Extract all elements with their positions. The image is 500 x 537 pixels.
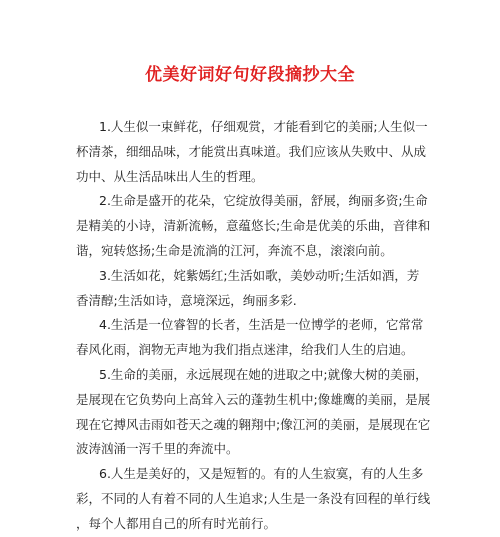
paragraph-line: 5.生命的美丽，永远展现在她的进取之中;就像大树的美丽， — [99, 366, 428, 382]
paragraph-5 — [76, 363, 431, 462]
paragraph-line: 现在它搏风击雨如苍天之魂的翱翔中;像江河的美丽，是展现在它 — [76, 416, 431, 432]
paragraph-line: 杯清茶，细细品味，才能赏出真味道。我们应该从失败中、从成 — [76, 143, 427, 159]
paragraph-line: 4.生活是一位睿智的长者，生活是一位博学的老师，它常常 — [99, 317, 424, 333]
paragraph-line: 是精美的小诗，清新流畅，意蕴悠长;生命是优美的乐曲，音律和 — [76, 218, 431, 234]
paragraph-line: 谐，宛转悠扬;生命是流淌的江河，奔流不息，滚滚向前。 — [76, 242, 393, 258]
paragraph-line: 香清醇;生活如诗，意境深远，绚丽多彩. — [76, 292, 297, 308]
paragraph-1 — [76, 115, 426, 189]
page-title: 优美好词好句好段摘抄大全 — [145, 65, 355, 85]
paragraph-line: 波涛汹涌一泻千里的奔流中。 — [76, 441, 239, 457]
paragraph-line: 彩，不同的人有着不同的人生追求;人生是一条没有回程的单行线 — [76, 490, 431, 506]
paragraph-line: 3.生活如花，姹紫嫣红;生活如歌，美妙动听;生活如酒，芳 — [99, 267, 420, 283]
paragraph-line: 1.人生似一束鲜花，仔细观赏，才能看到它的美丽;人生似一 — [99, 119, 428, 134]
paragraph-line: 春风化雨，润物无声地为我们指点迷津，给我们人生的启迪。 — [76, 342, 414, 358]
paragraph-line: 2.生命是盛开的花朵，它绽放得美丽，舒展，绚丽多资;生命 — [99, 193, 428, 209]
paragraph-3 — [76, 264, 426, 314]
paragraph-line: 是展现在它负势向上高耸入云的蓬勃生机中;像雄鹰的美丽，是展 — [76, 391, 431, 407]
paragraph-6 — [76, 462, 431, 536]
paragraph-line: 6.人生是美好的，又是短暂的。有的人生寂寞，有的人生多 — [99, 466, 424, 482]
document-body — [76, 115, 431, 537]
paragraph-line: ，每个人都用自己的所有时光前行。 — [76, 515, 277, 531]
paragraph-4 — [76, 313, 426, 363]
paragraph-line: 功中、从生活品味出人生的哲理。 — [76, 168, 264, 184]
paragraph-2 — [76, 189, 431, 263]
